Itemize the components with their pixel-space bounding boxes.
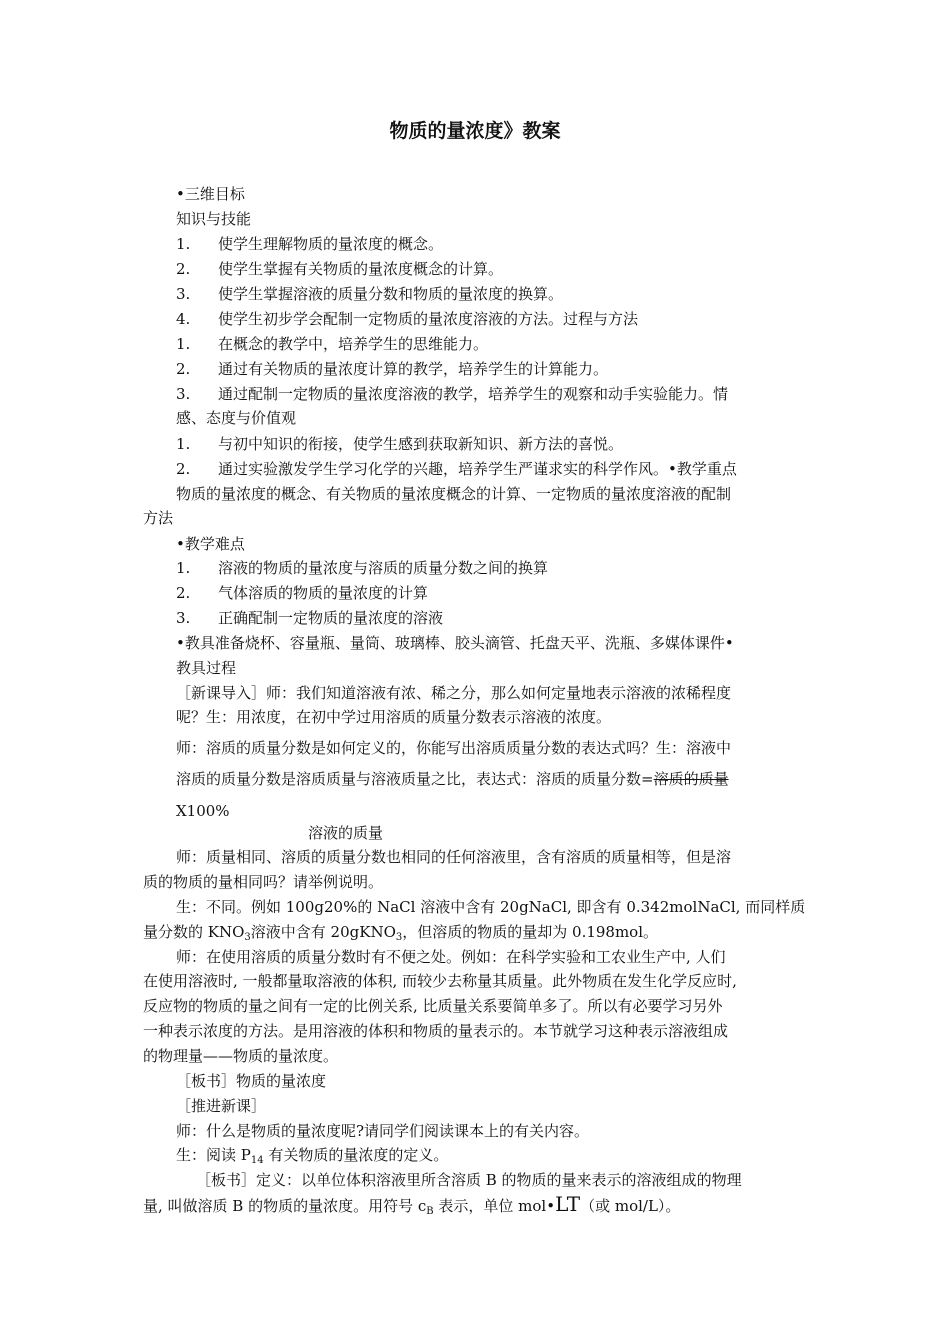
goals-heading: •三维目标 [176, 185, 245, 203]
focus-text-line-2: 方法 [143, 509, 174, 527]
knowledge-item-3 [176, 284, 563, 304]
text: ，但溶质的物质的量却为 0.198mol。 [402, 923, 659, 941]
fraction-numerator: 溶质的质量 [653, 770, 729, 788]
list-text: 溶液的物质的量浓度与溶质的质量分数之间的换算 [218, 559, 549, 577]
list-text: 使学生掌握有关物质的量浓度概念的计算。 [218, 260, 504, 278]
teacher-line-4: 一种表示浓度的方法。是用溶液的体积和物质的量表示的。本节就学习这种表示溶液组成 [143, 1022, 729, 1040]
text: 生：阅读 P [176, 1146, 251, 1164]
teacher-question: 师：什么是物质的量浓度呢?请同学们阅读课本上的有关内容。 [176, 1122, 590, 1140]
question-1-line-1: 师：溶质的质量分数是如何定义的，你能写出溶质质量分数的表达式吗？生：溶液中 [176, 739, 732, 757]
board-heading: ［板书］物质的量浓度 [176, 1072, 327, 1090]
student-answer-line-1: 生：不同。例如 100g20%的 NaCl 溶液中含有 20gNaCl, 即含有 0.342molNaCl, 而同样质 [176, 898, 806, 916]
attitude-item-2 [176, 459, 737, 479]
teacher-line-2: 在使用溶液时, 一般都量取溶液的体积, 而较少去称量其质量。此外物质在发生化学反应时, [143, 972, 737, 990]
fraction-denominator: 溶液的质量 [308, 824, 384, 842]
text: 量, 叫做溶质 B 的物质的量浓度。用符号 [143, 1197, 418, 1215]
symbol: c [417, 1197, 427, 1215]
list-number: 2. [176, 584, 191, 602]
question-1-line-2 [176, 769, 729, 789]
list-text: 通过配制一定物质的量浓度溶液的教学，培养学生的观察和动手实验能力。情 [218, 385, 729, 403]
list-number: 3. [176, 285, 191, 303]
attitude-heading: 感、态度与价值观 [176, 409, 297, 427]
list-text: 通过有关物质的量浓度计算的教学，培养学生的计算能力。 [218, 360, 609, 378]
subscript: 3 [395, 932, 403, 943]
question-2-line-2: 质的物质的量相同吗？请举例说明。 [143, 873, 384, 891]
list-number: 4. [176, 310, 191, 328]
student-reading [176, 1145, 448, 1171]
list-number: 3. [176, 609, 191, 627]
text: 溶液中含有 20gKNO [250, 923, 396, 941]
document-title: 物质的量浓度》教案 [389, 120, 561, 142]
list-number: 1. [176, 335, 191, 353]
unit-symbol: LT [555, 1192, 581, 1216]
difficulty-item-3 [176, 608, 443, 628]
list-number: 2. [176, 460, 191, 478]
text: （或 mol/L）。 [580, 1197, 681, 1215]
list-text: 在概念的教学中，培养学生的思维能力。 [218, 335, 489, 353]
formula-percent: X100% [176, 802, 230, 820]
difficulty-item-2 [176, 583, 428, 603]
subscript: 14 [250, 1155, 264, 1166]
process-item-1 [176, 334, 488, 354]
list-text: 正确配制一定物质的量浓度的溶液 [218, 609, 444, 627]
list-text: 使学生掌握溶液的质量分数和物质的量浓度的换算。 [218, 285, 564, 303]
knowledge-item-1 [176, 234, 443, 254]
list-number: 1. [176, 435, 191, 453]
tools-line-1: •教具准备烧杯、容量瓶、量筒、玻璃棒、胶头滴管、托盘天平、洗瓶、多媒体课件• [176, 634, 734, 652]
text: 有关物质的量浓度的定义。 [263, 1146, 449, 1164]
knowledge-heading: 知识与技能 [176, 210, 252, 228]
intro-line-2: 呢？生：用浓度，在初中学过用溶质的质量分数表示溶液的浓度。 [176, 708, 612, 726]
list-number: 2. [176, 260, 191, 278]
subscript: B [426, 1206, 434, 1217]
process-item-3 [176, 384, 728, 404]
text: 表示，单位 mol• [433, 1197, 556, 1215]
definition-line-2 [143, 1194, 680, 1222]
knowledge-item-4 [176, 309, 638, 329]
list-number: 2. [176, 360, 191, 378]
student-answer-line-2 [143, 922, 658, 948]
subscript: 3 [244, 932, 251, 943]
attitude-item-1 [176, 434, 623, 454]
intro-line-1: ［新课导入］师：我们知道溶液有浓、稀之分，那么如何定量地表示溶液的浓稀程度 [176, 684, 732, 702]
difficulty-item-1 [176, 558, 548, 578]
list-text: 使学生理解物质的量浓度的概念。 [218, 235, 444, 253]
tools-line-2: 教具过程 [176, 659, 237, 677]
list-number: 3. [176, 385, 191, 403]
focus-text-line-1: 物质的量浓度的概念、有关物质的量浓度概念的计算、一定物质的量浓度溶液的配制 [176, 485, 732, 503]
teacher-line-5: 的物理量——物质的量浓度。 [143, 1047, 339, 1065]
list-text: 与初中知识的衔接，使学生感到获取新知识、新方法的喜悦。 [218, 435, 624, 453]
list-number: 1. [176, 559, 191, 577]
difficulty-heading: •教学难点 [176, 535, 245, 553]
list-text: 通过实验激发学生学习化学的兴趣，培养学生严谨求实的科学作风。•教学重点 [218, 460, 737, 478]
question-2-line-1: 师：质量相同、溶质的质量分数也相同的任何溶液里，含有溶质的质量相等，但是溶 [176, 848, 732, 866]
teacher-line-3: 反应物的物质的量之间有一定的比例关系, 比质量关系要简单多了。所以有必要学习另外 [143, 997, 723, 1015]
process-item-2 [176, 359, 608, 379]
definition-line-1: ［板书］定义：以单位体积溶液里所含溶质 B 的物质的量来表示的溶液组成的物理 [196, 1171, 742, 1189]
knowledge-item-2 [176, 259, 503, 279]
list-number: 1. [176, 235, 191, 253]
text: 量分数的 KNO [143, 923, 245, 941]
teacher-line-1: 师：在使用溶质的质量分数时有不便之处。例如：在科学实验和工农业生产中, 人们 [176, 948, 726, 966]
list-text: 使学生初步学会配制一定物质的量浓度溶液的方法。过程与方法 [218, 310, 639, 328]
text: 溶质的质量分数是溶质质量与溶液质量之比，表达式：溶质的质量分数= [176, 770, 654, 788]
advance-heading: ［推进新课］ [176, 1097, 267, 1115]
list-text: 气体溶质的物质的量浓度的计算 [218, 584, 429, 602]
